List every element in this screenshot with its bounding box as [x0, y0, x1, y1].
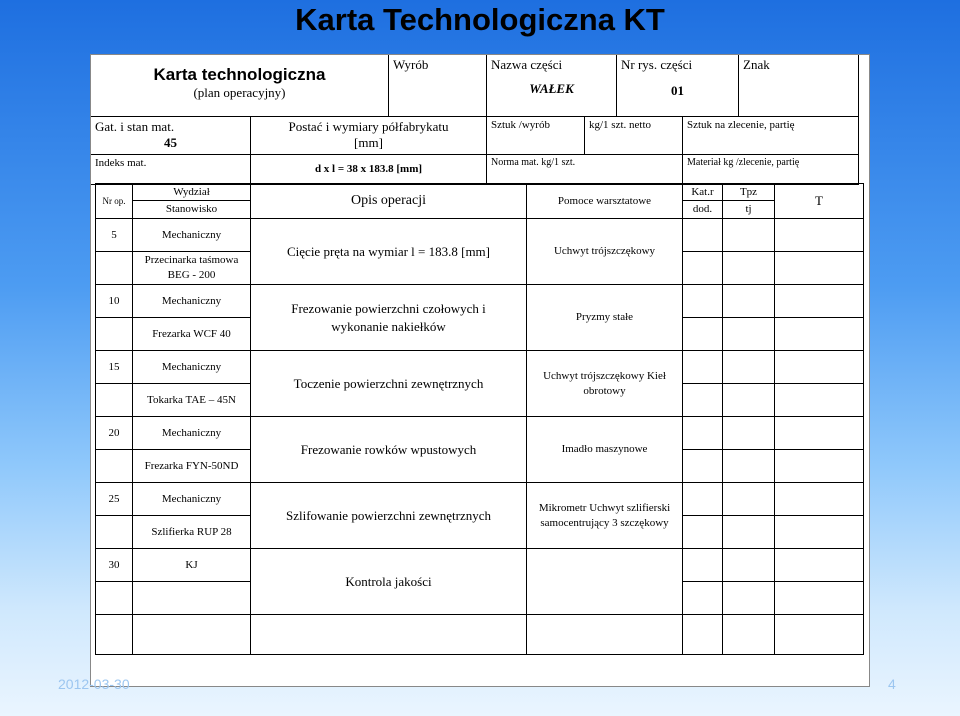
nr-rys-cell: [617, 55, 739, 117]
card-title: Karta technologiczna: [153, 65, 326, 84]
op-tj-cell: [723, 516, 775, 549]
op-tj-cell: [723, 252, 775, 285]
op-pomoce: Pryzmy stałe: [527, 285, 683, 351]
op-tj-cell: [723, 450, 775, 483]
op-tpz-cell: [723, 549, 775, 582]
operations-table: [95, 183, 864, 686]
dimension-value: d x l = 38 x 183.8 [mm]: [314, 163, 423, 175]
indeks-cell: [91, 155, 251, 185]
op-dod-cell: [683, 450, 723, 483]
material-label: Materiał kg /zlecenie, partię: [687, 157, 800, 168]
op-t-cell: [775, 285, 864, 318]
norma-label: Norma mat. kg/1 szt.: [491, 157, 576, 168]
card-title-cell: [91, 55, 389, 117]
op-dod-cell: [683, 318, 723, 351]
nazwa-label: Nazwa części: [491, 57, 563, 72]
technology-card-document: [90, 54, 870, 687]
op-wydzial: KJ: [133, 549, 251, 582]
op-tj-cell: [723, 384, 775, 417]
col-wydzial-header: Wydział: [133, 183, 251, 201]
op-t-cell: [775, 417, 864, 450]
op-tj-cell: [723, 318, 775, 351]
op-pomoce: Mikrometr Uchwyt szlifierski samocentrujący 3 szczękowy: [527, 483, 683, 549]
op-nr-blank: [95, 252, 133, 285]
empty-table-cell: [95, 615, 133, 655]
op-katr-cell: [683, 219, 723, 252]
znak-cell: [739, 55, 859, 117]
op-nr: 10: [95, 285, 133, 318]
znak-label: Znak: [743, 57, 770, 72]
op-t-cell: [775, 351, 864, 384]
op-nr-blank: [95, 582, 133, 615]
wyrob-cell: [389, 55, 487, 117]
op-nr-blank: [95, 384, 133, 417]
card-subtitle: (plan operacyjny): [193, 85, 286, 101]
postac-cell: [251, 117, 487, 155]
nr-rys-label: Nr rys. części: [621, 57, 693, 72]
card-header: [91, 55, 869, 185]
op-nr: 20: [95, 417, 133, 450]
kg-netto-label: kg/1 szt. netto: [589, 119, 652, 131]
col-tj-header: tj: [723, 201, 775, 219]
slide-title: Karta Technologiczna KT: [295, 2, 665, 37]
sztuk-wyrob-cell: [487, 117, 585, 155]
dimension-cell: [251, 155, 487, 185]
op-wydzial: Mechaniczny: [133, 219, 251, 252]
op-tpz-cell: [723, 483, 775, 516]
op-t-cell: [775, 450, 864, 483]
op-katr-cell: [683, 483, 723, 516]
op-nr: 30: [95, 549, 133, 582]
op-dod-cell: [683, 252, 723, 285]
op-t-cell: [775, 252, 864, 285]
op-t-cell: [775, 516, 864, 549]
gat-label: Gat. i stan mat.: [95, 119, 175, 134]
op-t-cell: [775, 582, 864, 615]
op-nr: 15: [95, 351, 133, 384]
op-pomoce: Imadło maszynowe: [527, 417, 683, 483]
col-t-header: T: [775, 183, 864, 219]
col-tpz-header: Tpz: [723, 183, 775, 201]
empty-table-cell: [527, 615, 683, 655]
material-cell: [683, 155, 859, 185]
op-stanowisko: Frezarka FYN-50ND: [133, 450, 251, 483]
footer-date: 2012-03-30: [58, 676, 130, 692]
kg-netto-cell: [585, 117, 683, 155]
op-opis: Toczenie powierzchni zewnętrznych: [251, 351, 527, 417]
col-pomoce-header: Pomoce warsztatowe: [527, 183, 683, 219]
op-wydzial: Mechaniczny: [133, 351, 251, 384]
op-tpz-cell: [723, 351, 775, 384]
indeks-label: Indeks mat.: [95, 157, 147, 169]
col-nr-header: Nr op.: [95, 183, 133, 219]
footer-page-number: 4: [888, 676, 896, 692]
op-t-cell: [775, 549, 864, 582]
wyrob-label: Wyrób: [393, 57, 429, 72]
col-stanowisko-header: Stanowisko: [133, 201, 251, 219]
empty-table-cell: [251, 615, 527, 655]
op-pomoce: Uchwyt trójszczękowy: [527, 219, 683, 285]
op-pomoce: Uchwyt trójszczękowy Kieł obrotowy: [527, 351, 683, 417]
sztuk-zlecenie-label: Sztuk na zlecenie, partię: [687, 119, 795, 131]
op-katr-cell: [683, 285, 723, 318]
op-t-cell: [775, 384, 864, 417]
op-katr-cell: [683, 417, 723, 450]
op-opis: Frezowanie rowków wpustowych: [251, 417, 527, 483]
postac-unit: [mm]: [354, 134, 383, 150]
op-nr-blank: [95, 516, 133, 549]
col-katr-header: Kat.r: [683, 183, 723, 201]
sztuk-wyrob-label: Sztuk /wyrób: [491, 119, 550, 131]
nr-rys-value: 01: [671, 82, 684, 98]
op-nr-blank: [95, 318, 133, 351]
op-wydzial: Mechaniczny: [133, 285, 251, 318]
gat-value: 45: [164, 134, 177, 150]
op-tpz-cell: [723, 219, 775, 252]
op-stanowisko: Tokarka TAE – 45N: [133, 384, 251, 417]
op-opis: Kontrola jakości: [251, 549, 527, 615]
op-katr-cell: [683, 549, 723, 582]
col-dod-header: dod.: [683, 201, 723, 219]
nazwa-value: WAŁEK: [529, 80, 574, 96]
op-opis: Cięcie pręta na wymiar l = 183.8 [mm]: [251, 219, 527, 285]
nazwa-cell: [487, 55, 617, 117]
op-pomoce: [527, 549, 683, 615]
norma-cell: [487, 155, 683, 185]
sztuk-zlecenie-cell: [683, 117, 859, 155]
op-katr-cell: [683, 351, 723, 384]
empty-table-cell: [683, 615, 723, 655]
op-wydzial: Mechaniczny: [133, 483, 251, 516]
op-dod-cell: [683, 516, 723, 549]
gat-cell: [91, 117, 251, 155]
empty-table-cell: [133, 615, 251, 655]
op-dod-cell: [683, 582, 723, 615]
op-tj-cell: [723, 582, 775, 615]
op-wydzial: Mechaniczny: [133, 417, 251, 450]
op-opis: Szlifowanie powierzchni zewnętrznych: [251, 483, 527, 549]
empty-table-cell: [775, 615, 864, 655]
op-nr: 5: [95, 219, 133, 252]
op-stanowisko: Przecinarka taśmowa BEG - 200: [133, 252, 251, 285]
postac-label: Postać i wymiary półfabrykatu: [288, 119, 449, 134]
op-tpz-cell: [723, 285, 775, 318]
col-opis-header: Opis operacji: [251, 183, 527, 219]
op-t-cell: [775, 483, 864, 516]
op-stanowisko: Szlifierka RUP 28: [133, 516, 251, 549]
op-dod-cell: [683, 384, 723, 417]
empty-table-cell: [723, 615, 775, 655]
op-opis: Frezowanie powierzchni czołowych i wykonanie nakiełków: [251, 285, 527, 351]
op-tpz-cell: [723, 417, 775, 450]
op-t-cell: [775, 318, 864, 351]
op-stanowisko: Frezarka WCF 40: [133, 318, 251, 351]
op-t-cell: [775, 219, 864, 252]
op-nr-blank: [95, 450, 133, 483]
op-nr: 25: [95, 483, 133, 516]
op-stanowisko: [133, 582, 251, 615]
